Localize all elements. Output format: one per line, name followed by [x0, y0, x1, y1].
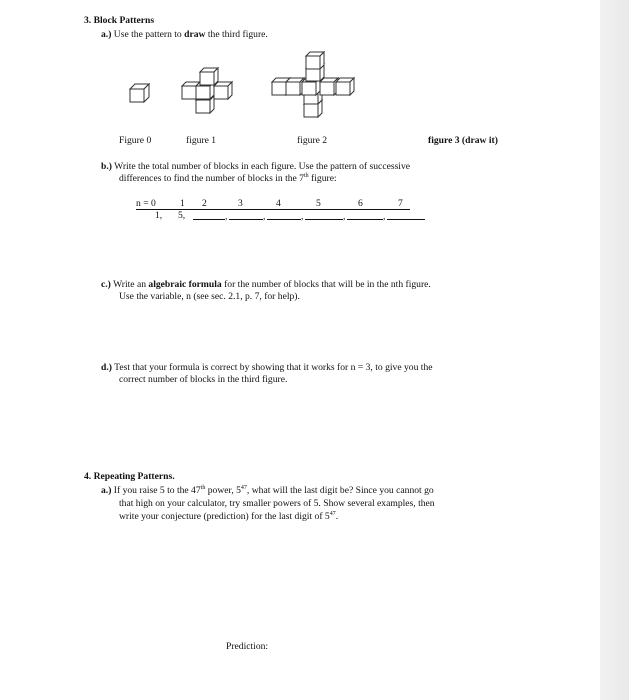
comma-6: , — [383, 211, 386, 222]
n-header-6: 6 — [358, 198, 363, 209]
q3c-pre: Write an — [113, 279, 149, 290]
q4a-l1-post: , what will the last digit be? Since you cannot go — [246, 485, 434, 496]
q3a-text — [101, 29, 268, 40]
value-n0: 1, — [155, 210, 163, 221]
q3a-pre: Use the pattern to — [113, 29, 185, 40]
q3b-line2 — [119, 173, 337, 184]
n-header-3: 3 — [238, 198, 243, 209]
n-header-0: n = 0 — [136, 198, 156, 209]
q3c-bold: algebraic formula — [148, 279, 222, 290]
q3b-line2-pre: differences to find the number of blocks in the 7 — [119, 173, 304, 184]
comma-4: , — [301, 211, 304, 222]
q3d-line1-text: Test that your formula is correct by showing that it works for n = 3, to give you the — [114, 362, 433, 373]
q3b-line2-post: figure: — [308, 173, 337, 184]
blank-n4[interactable] — [267, 219, 301, 220]
blank-n7[interactable] — [387, 219, 425, 220]
q4a-l1-sup2: 47 — [240, 485, 247, 491]
q3d-line2: correct number of blocks in the third figure. — [119, 374, 288, 385]
q3a-bold: draw — [184, 29, 206, 40]
blank-n3[interactable] — [229, 219, 263, 220]
q3b-label: b.) — [101, 161, 112, 172]
q4a-l1-sup1: th — [200, 485, 206, 491]
q4-title: 4. Repeating Patterns. — [84, 471, 175, 482]
comma-3: , — [263, 211, 266, 222]
n-header-4: 4 — [276, 198, 281, 209]
figure-3-label: figure 3 (draw it) — [428, 135, 498, 146]
figure-0-label: Figure 0 — [119, 135, 152, 146]
q3c-line2: Use the variable, n (see sec. 2.1, p. 7, for help). — [119, 291, 300, 302]
q3b-line1-text: Write the total number of blocks in each figure. Use the pattern of successive — [114, 161, 411, 172]
q4a-l3-pre: write your conjecture (prediction) for the last digit of 5 — [119, 511, 330, 522]
q4a-label: a.) — [101, 485, 112, 496]
figure-0-drawing — [126, 80, 156, 106]
q4a-l1-pre: If you raise 5 to the 47 — [113, 485, 201, 496]
q3-title: 3. Block Patterns — [84, 15, 155, 26]
n-header-5: 5 — [316, 198, 321, 209]
n-header-2: 2 — [202, 198, 207, 209]
figure-2-drawing — [266, 50, 360, 122]
q4a-line3 — [119, 511, 338, 522]
n-header-7: 7 — [398, 198, 403, 209]
figure-2-label: figure 2 — [297, 135, 328, 146]
q3d-label: d.) — [101, 362, 112, 373]
q3a-post: the third figure. — [205, 29, 268, 40]
figure-1-drawing — [174, 64, 236, 118]
blank-n5[interactable] — [305, 219, 343, 220]
q4a-line2: that high on your calculator, try smaller powers of 5. Show several examples, then — [119, 498, 435, 509]
q3c-post: for the number of blocks that will be in the nth figure. — [221, 279, 431, 290]
figure-1-label: figure 1 — [186, 135, 217, 146]
q3a-label: a.) — [101, 29, 112, 40]
q3d-line1 — [101, 362, 433, 373]
q4a-l3-sup: 47 — [329, 511, 336, 517]
q3b-line2-sup: th — [303, 173, 309, 179]
q4a-l3-post: . — [335, 511, 339, 522]
prediction-label: Prediction: — [226, 641, 269, 652]
q3c-label: c.) — [101, 279, 111, 290]
comma-5: , — [343, 211, 346, 222]
q3c-line1 — [101, 279, 431, 290]
n-header-1: 1 — [180, 198, 185, 209]
q4a-l1-mid: power, 5 — [205, 485, 241, 496]
page-edge-shadow — [600, 0, 629, 700]
value-n1: 5, — [178, 210, 186, 221]
blank-n6[interactable] — [347, 219, 383, 220]
q3b-line1 — [101, 161, 410, 172]
q4a-line1 — [101, 485, 434, 496]
blank-n2[interactable] — [193, 219, 225, 220]
comma-2: , — [225, 211, 228, 222]
